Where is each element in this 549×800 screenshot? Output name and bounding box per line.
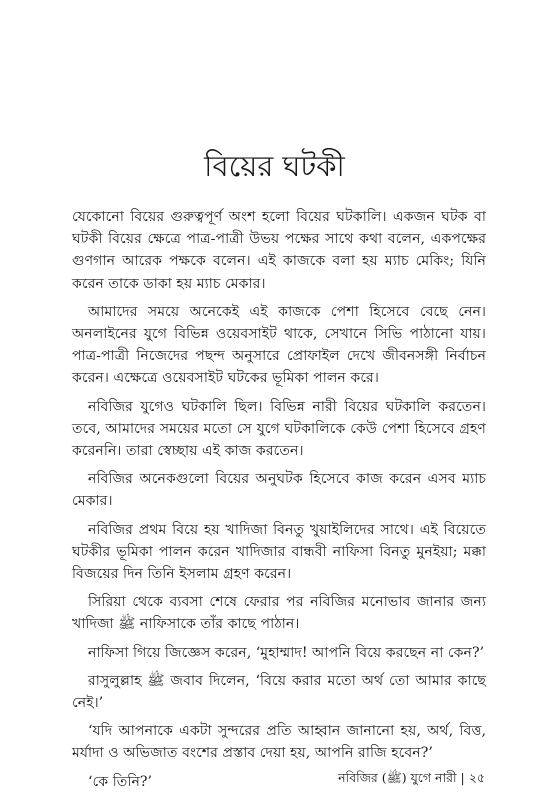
paragraph: নবিজির প্রথম বিয়ে হয় খাদিজা বিনতু খুয়াইলিদের সাথে। এই বিয়েতে ঘটকীর ভূমিকা পালন করেন খাদিজার বান্ধবী নাফিসা বিনতু মুনইয়া; মক্কা বিজয়ের দিন তিনি ইসলাম গ্রহণ করেন। bbox=[72, 521, 486, 583]
paragraph: নাফিসা গিয়ে জিজ্ঞেস করেন, ‘মুহাম্মাদ! আপনি বিয়ে করছেন না কেন?’ bbox=[88, 644, 485, 661]
page-footer bbox=[338, 769, 485, 787]
chapter-body bbox=[72, 206, 486, 799]
paragraph: ‘যদি আপনাকে একটা সুন্দরের প্রতি আহ্বান জানানো হয়, অর্থ, বিত্ত, মর্যাদা ও অভিজাত বংশের প্রস্তাব দেয়া হয়, আপনি রাজি হবেন?’ bbox=[72, 723, 486, 762]
paragraph: নবিজির যুগেও ঘটকালি ছিল। বিভিন্ন নারী বিয়ের ঘটকালি করতেন। তবে, আমাদের সময়ের মতো সে যুগে ঘটকালিকে কেউ পেশা হিসেবে গ্রহণ করেননি। তারা স্বেচ্ছায় এই কাজ করতেন। bbox=[72, 398, 486, 460]
paragraph: যেকোনো বিয়ের গুরুত্বপূর্ণ অংশ হলো বিয়ের ঘটকালি। একজন ঘটক বা ঘটকী বিয়ের ক্ষেত্রে পাত্র-পাত্রী উভয় পক্ষের সাথে কথা বলেন, একপক্ষের গুণগান আরেক পক্ষকে বলেন। এই কাজকে বলা হয় ম্যাচ মেকিং; যিনি করেন তাকে ডাকা হয় ম্যাচ মেকার। bbox=[72, 209, 486, 292]
page-number: ২৫ bbox=[468, 770, 485, 785]
paragraph: রাসুলুল্লাহ ﷺ জবাব দিলেন, ‘বিয়ে করার মতো অর্থ তো আমার কাছে নেই।’ bbox=[72, 672, 486, 712]
paragraph: ‘কে তিনি?’ bbox=[88, 773, 153, 790]
paragraph: আমাদের সময়ে অনেকেই এই কাজকে পেশা হিসেবে বেছে নেন। অনলাইনের যুগে বিভিন্ন ওয়েবসাইট থাকে, সেখানে সিভি পাঠানো যায়। পাত্র-পাত্রী নিজেদের পছন্দ অনুসারে প্রোফাইল দেখে জীবনসঙ্গী নির্বাচন করেন। এক্ষেত্রে ওয়েবসাইট ঘটকের ভূমিকা পালন করে। bbox=[72, 303, 486, 387]
footer-separator: | bbox=[460, 770, 465, 785]
chapter-title: বিয়ের ঘটকী bbox=[204, 149, 345, 183]
paragraph: সিরিয়া থেকে ব্যবসা শেষে ফেরার পর নবিজির মনোভাব জানার জন্য খাদিজা ﷺ নাফিসাকে তাঁর কাছে পাঠান। bbox=[72, 594, 486, 633]
paragraph: নবিজির অনেকগুলো বিয়ের অনুঘটক হিসেবে কাজ করেন এসব ম্যাচ মেকার। bbox=[72, 471, 486, 510]
running-title: নবিজির (ﷺ) যুগে নারী bbox=[338, 770, 457, 785]
